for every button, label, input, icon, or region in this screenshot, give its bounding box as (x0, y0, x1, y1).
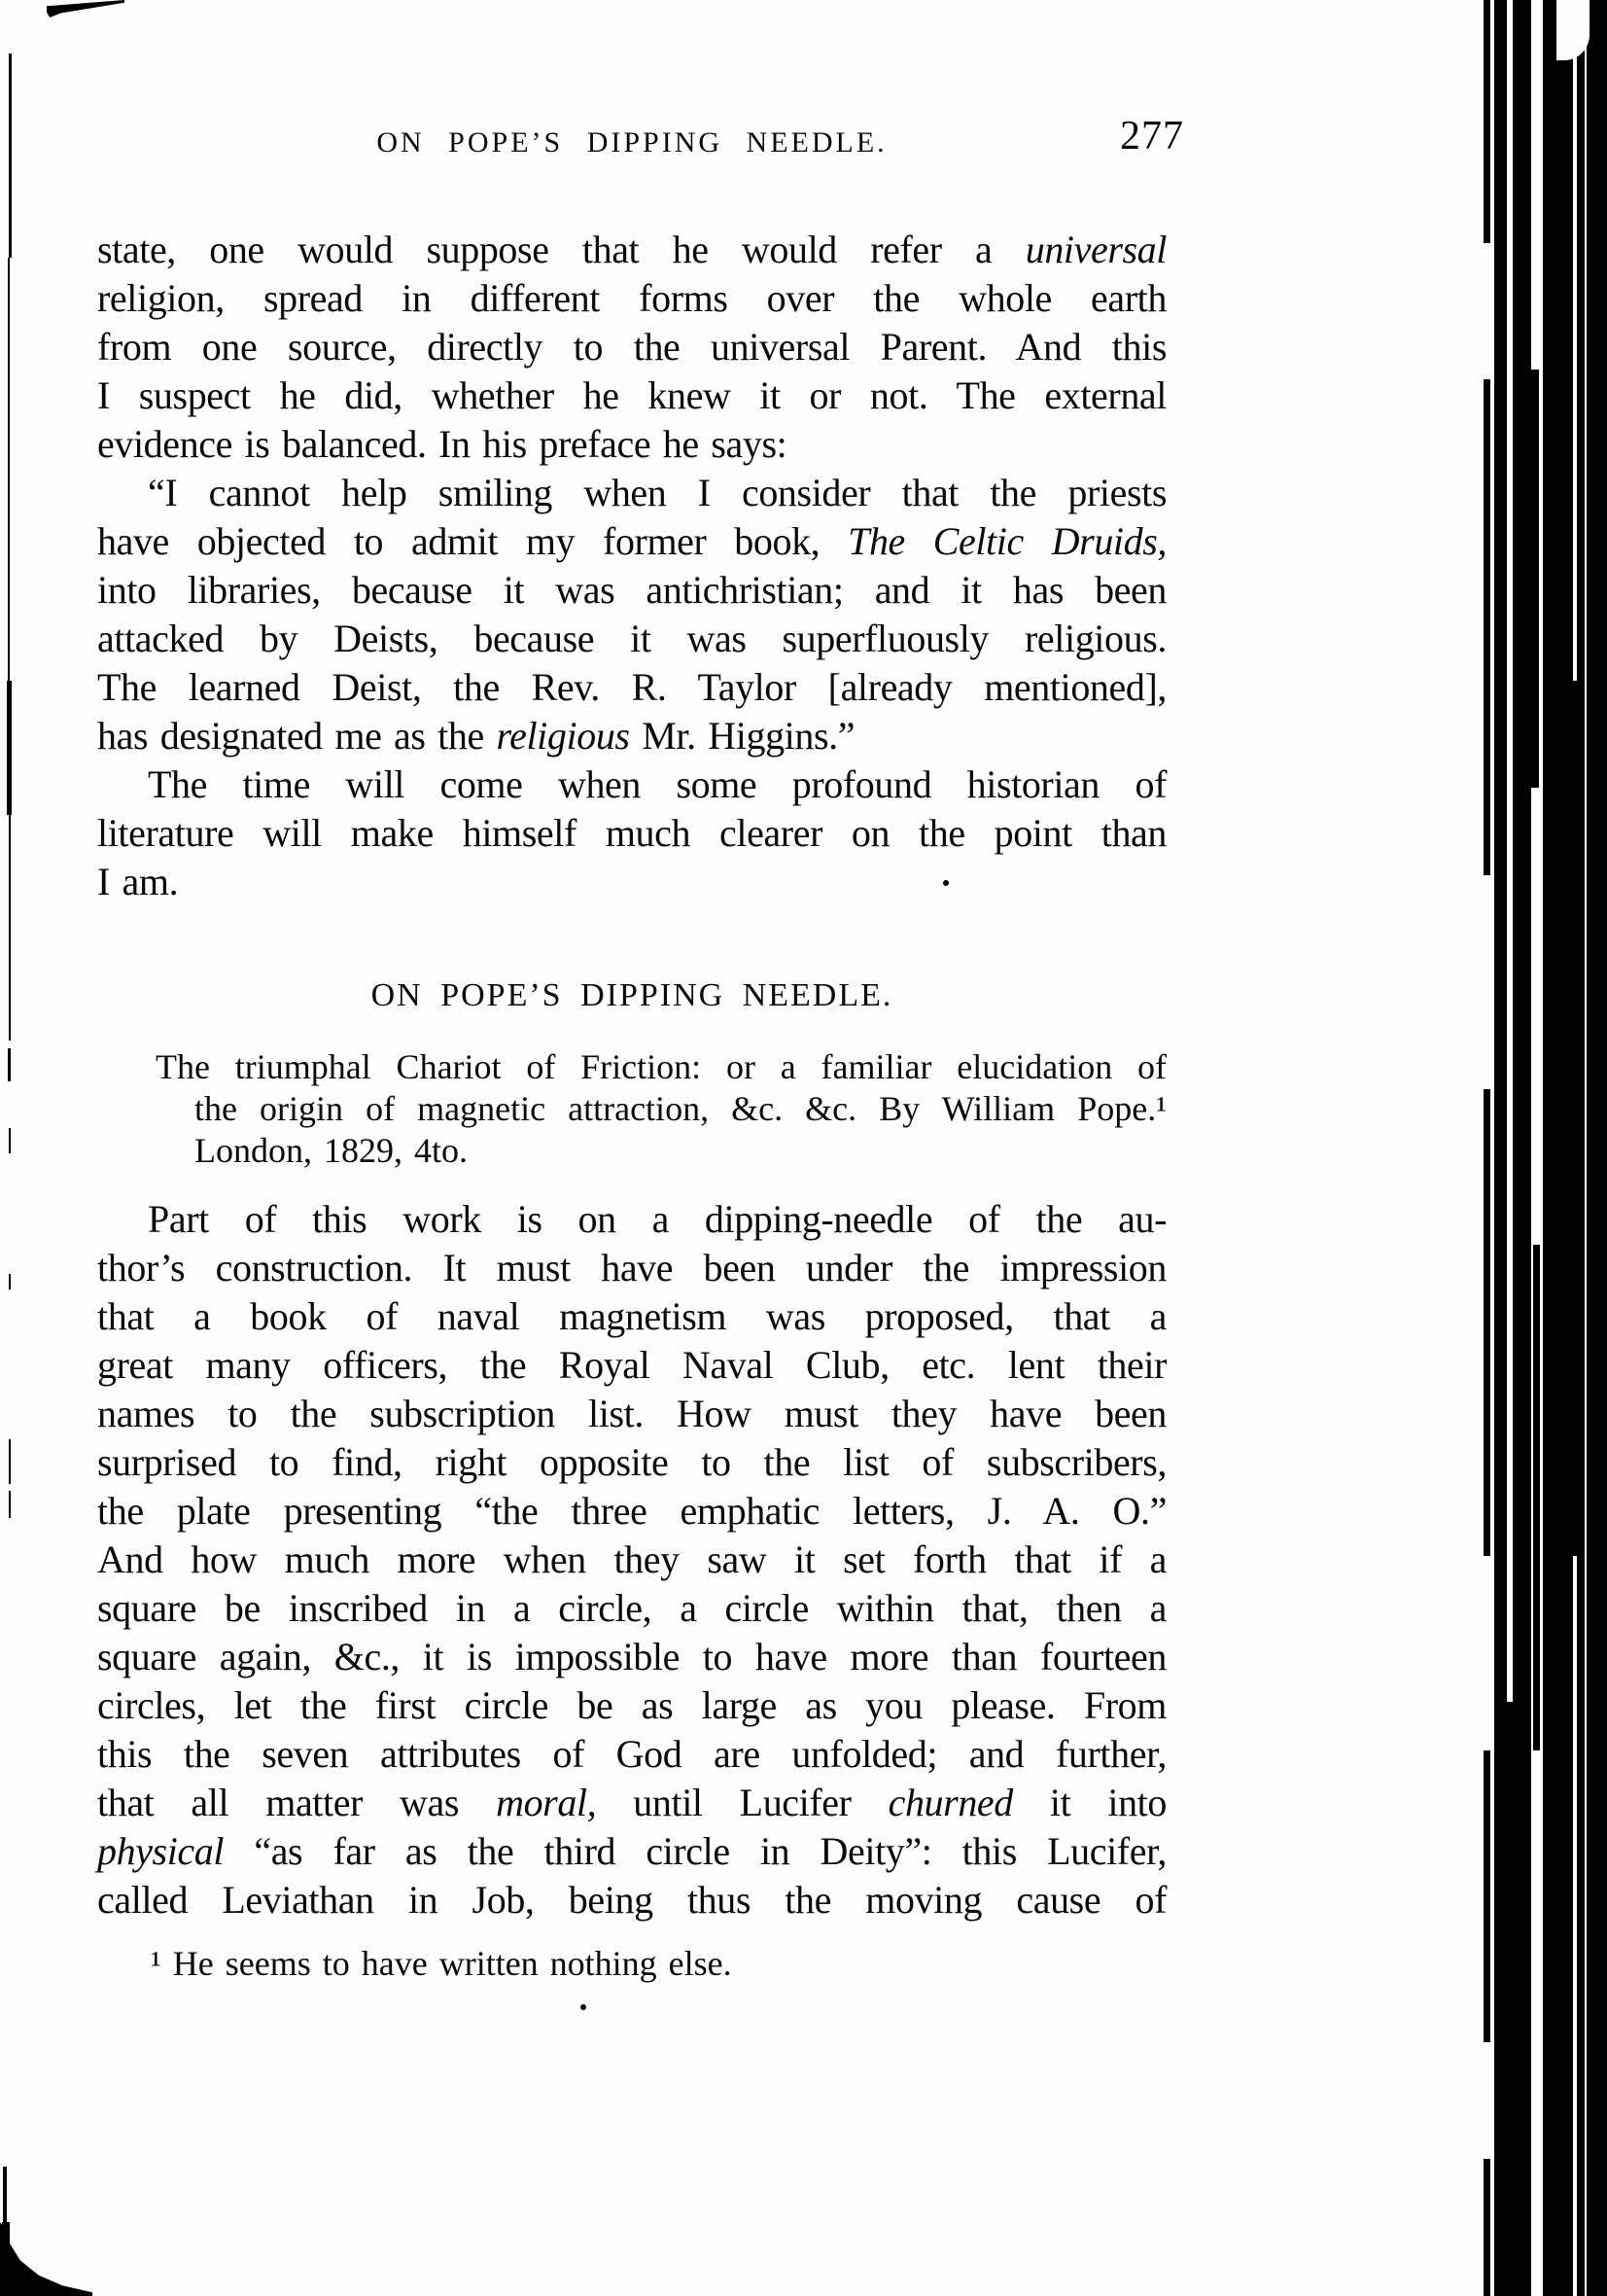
scan-artifact-top-left-wedge (47, 0, 124, 18)
text-line: that all matter was moral, until Lucifer churned it into (97, 1781, 1167, 1824)
text-line: this the seven attributes of God are unfolded; and further, (97, 1732, 1167, 1776)
citation-block (156, 1046, 1167, 1172)
scan-artifact-gutter-gap (1484, 875, 1491, 1089)
text-line: London, 1829, 4to. (194, 1131, 468, 1170)
text-line: Part of this work is on a dipping-needle of the au- (148, 1197, 1167, 1241)
scan-artifact-gutter-streak (1533, 1245, 1540, 1750)
text-line: state, one would suppose that he would refer a universal (97, 228, 1167, 271)
scan-artifact-left-edge-dash (8, 1048, 11, 1081)
scan-artifact-gutter-gap (1484, 2042, 1491, 2159)
scan-artifact-left-edge-dash (9, 1439, 11, 1484)
scan-artifact-gutter-streak (1531, 370, 1539, 788)
scan-artifact-bottom-left-wedge (0, 2222, 92, 2296)
scan-artifact-left-edge-line (7, 681, 12, 815)
scan-artifact-gutter-streak (1572, 681, 1578, 1556)
text-line: square be inscribed in a circle, a circle within that, then a (97, 1586, 1167, 1630)
page-number: 277 (1120, 114, 1184, 159)
text-line: ¹ He seems to have written nothing else. (151, 1944, 732, 1983)
scan-artifact-left-edge-line (8, 258, 10, 686)
scan-artifact-left-edge-dash (9, 1274, 11, 1289)
text-line: that a book of naval magnetism was proposed, that a (97, 1294, 1167, 1338)
text-line: physical “as far as the third circle in Deity”: this Lucifer, (97, 1829, 1167, 1873)
scan-artifact-left-edge-dash (9, 1491, 11, 1518)
text-line: great many officers, the Royal Naval Club, etc. lent their (97, 1343, 1167, 1387)
text-line: I am. (97, 860, 179, 903)
scan-artifact-left-edge-dash (9, 1128, 11, 1153)
text-line: names to the subscription list. How must they have been (97, 1392, 1167, 1435)
paragraph-time-will-come (97, 760, 1167, 906)
text-line: into libraries, because it was antichristian; and it has been (97, 568, 1167, 612)
text-line: I suspect he did, whether he knew it or not. The external (97, 373, 1167, 417)
paragraph-dipping-needle (97, 1195, 1167, 1925)
text-line: “I cannot help smiling when I consider that the priests (148, 471, 1167, 514)
paragraph-universal-religion (97, 226, 1167, 469)
scan-artifact-left-edge-line (9, 53, 12, 258)
text-line: square again, &c., it is impossible to have more than fourteen (97, 1635, 1167, 1678)
paragraph-preface-quote (97, 469, 1167, 760)
text-line: The time will come when some profound historian of (148, 762, 1167, 806)
text-line: surprised to find, right opposite to the list of subscribers, (97, 1440, 1167, 1484)
stray-ink-dot-right-margin (943, 880, 949, 886)
text-line: literature will make himself much clearer on the point than (97, 811, 1167, 855)
text-line: And how much more when they saw it set forth that if a (97, 1537, 1167, 1581)
text-line: The learned Deist, the Rev. R. Taylor [already mentioned], (97, 665, 1167, 709)
running-header: ON POPE’S DIPPING NEEDLE. (376, 126, 888, 159)
text-line: the origin of magnetic attraction, &c. &c. By William Pope.¹ (194, 1089, 1167, 1128)
text-line: have objected to admit my former book, The Celtic Druids, (97, 519, 1167, 563)
scan-artifact-gutter-streak (1506, 1702, 1513, 2296)
section-heading: ON POPE’S DIPPING NEEDLE. (370, 977, 893, 1013)
text-line: The triumphal Chariot of Friction: or a familiar elucidation of (156, 1047, 1167, 1086)
text-line: the plate presenting “the three emphatic letters, J. A. O.” (97, 1489, 1167, 1533)
scan-artifact-gutter-gap (1484, 243, 1491, 379)
scan-artifact-left-edge-line (9, 815, 11, 1041)
text-line: evidence is balanced. In his preface he says: (97, 422, 787, 466)
scan-artifact-gutter-gap (1484, 1556, 1491, 1750)
text-line: has designated me as the religious Mr. Higgins.” (97, 714, 856, 758)
footnote (151, 1942, 1167, 1985)
stray-ink-dot-below-footnote (580, 2004, 586, 2010)
text-line: thor’s construction. It must have been under the impression (97, 1246, 1167, 1289)
scan-artifact-gutter-band (1482, 0, 1607, 2296)
text-line: religion, spread in different forms over the whole earth (97, 276, 1167, 320)
text-line: attacked by Deists, because it was superfluously religious. (97, 617, 1167, 660)
text-line: circles, let the first circle be as large as you please. From (97, 1683, 1167, 1727)
text-line: from one source, directly to the universal Parent. And this (97, 325, 1167, 369)
text-line: called Leviathan in Job, being thus the moving cause of (97, 1878, 1167, 1922)
